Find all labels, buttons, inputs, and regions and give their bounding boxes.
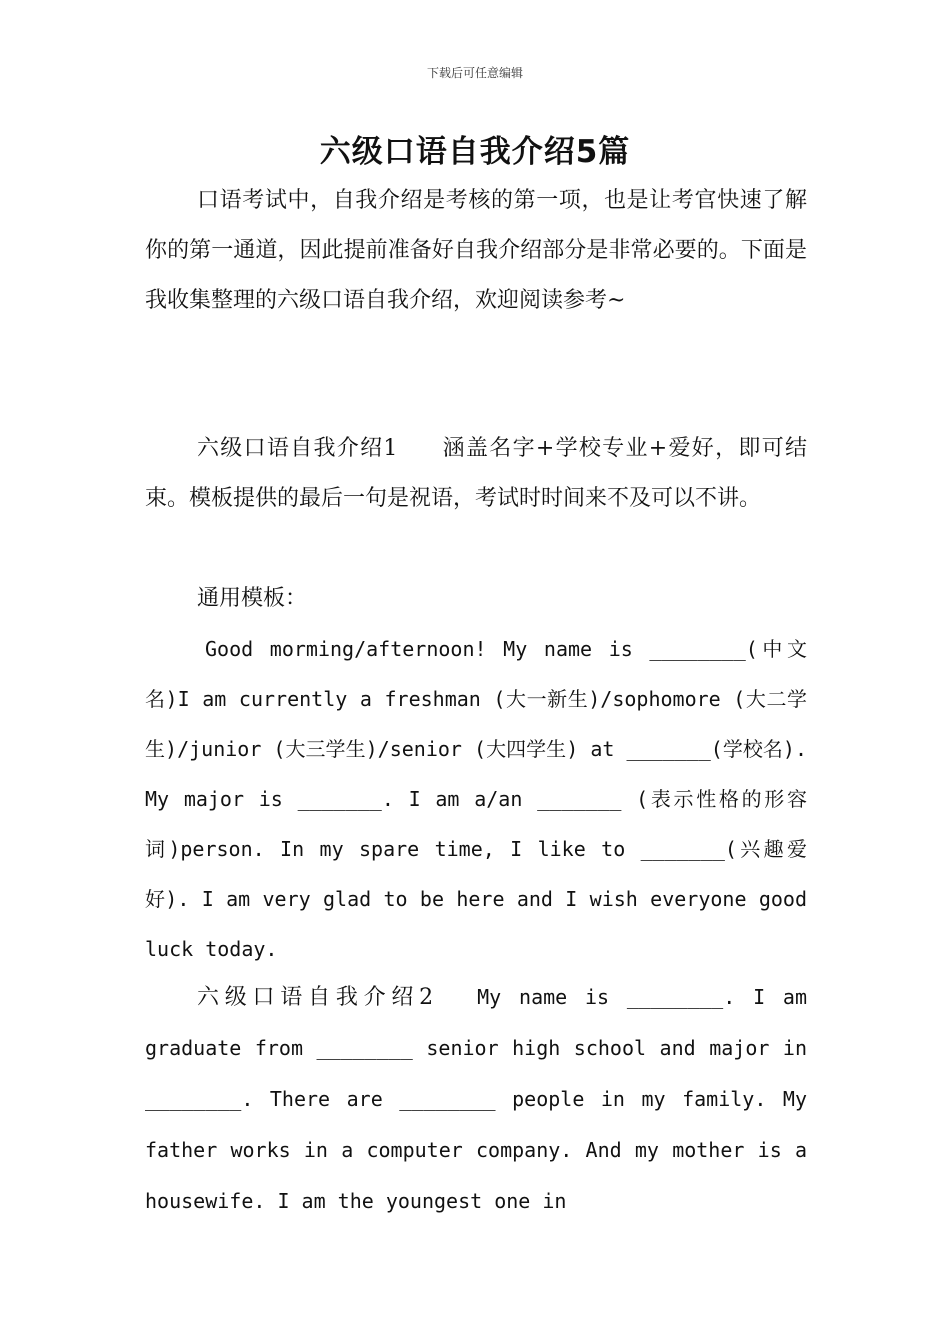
section1-description: 涵盖名字+学校专业+爱好，即可结束。模板提供的最后一句是祝语，考试时时间来不及可以不讲。 bbox=[145, 436, 807, 511]
section2-paragraph bbox=[145, 972, 807, 1227]
section1-paragraph bbox=[145, 424, 807, 524]
template-paragraph: Good morming/afternoon! My name is ________(中文名)I am currently a freshman (大一新生)/sophomore (大二学生)/junior (大三学生)/senior (大四学生) at _______(学校名). My major is _______. I am a/an _______ (表示性格的形容词)person. In my spare time, I like to _______(兴趣爱好). I am very glad to be here and I wish everyone good luck today. bbox=[145, 637, 807, 961]
template-label: 通用模板： bbox=[197, 586, 308, 611]
section1-heading: 六级口语自我介绍1 bbox=[197, 436, 398, 461]
intro-paragraph: 口语考试中，自我介绍是考核的第一项，也是让考官快速了解你的第一通道，因此提前准备好自我介绍部分是非常必要的。下面是我收集整理的六级口语自我介绍，欢迎阅读参考~ bbox=[145, 188, 807, 313]
header-note: 下载后可任意编辑 bbox=[426, 66, 523, 80]
document-title: 六级口语自我介绍5篇 bbox=[319, 134, 631, 170]
section2-text: My name is ________. I am graduate from ________ senior high school and major in ________. There are ________ people in my family. My father works in a computer company. And my mother is a housewife. I am the youngest one in bbox=[145, 985, 808, 1213]
section2-heading: 六级口语自我介绍2 bbox=[197, 985, 434, 1010]
